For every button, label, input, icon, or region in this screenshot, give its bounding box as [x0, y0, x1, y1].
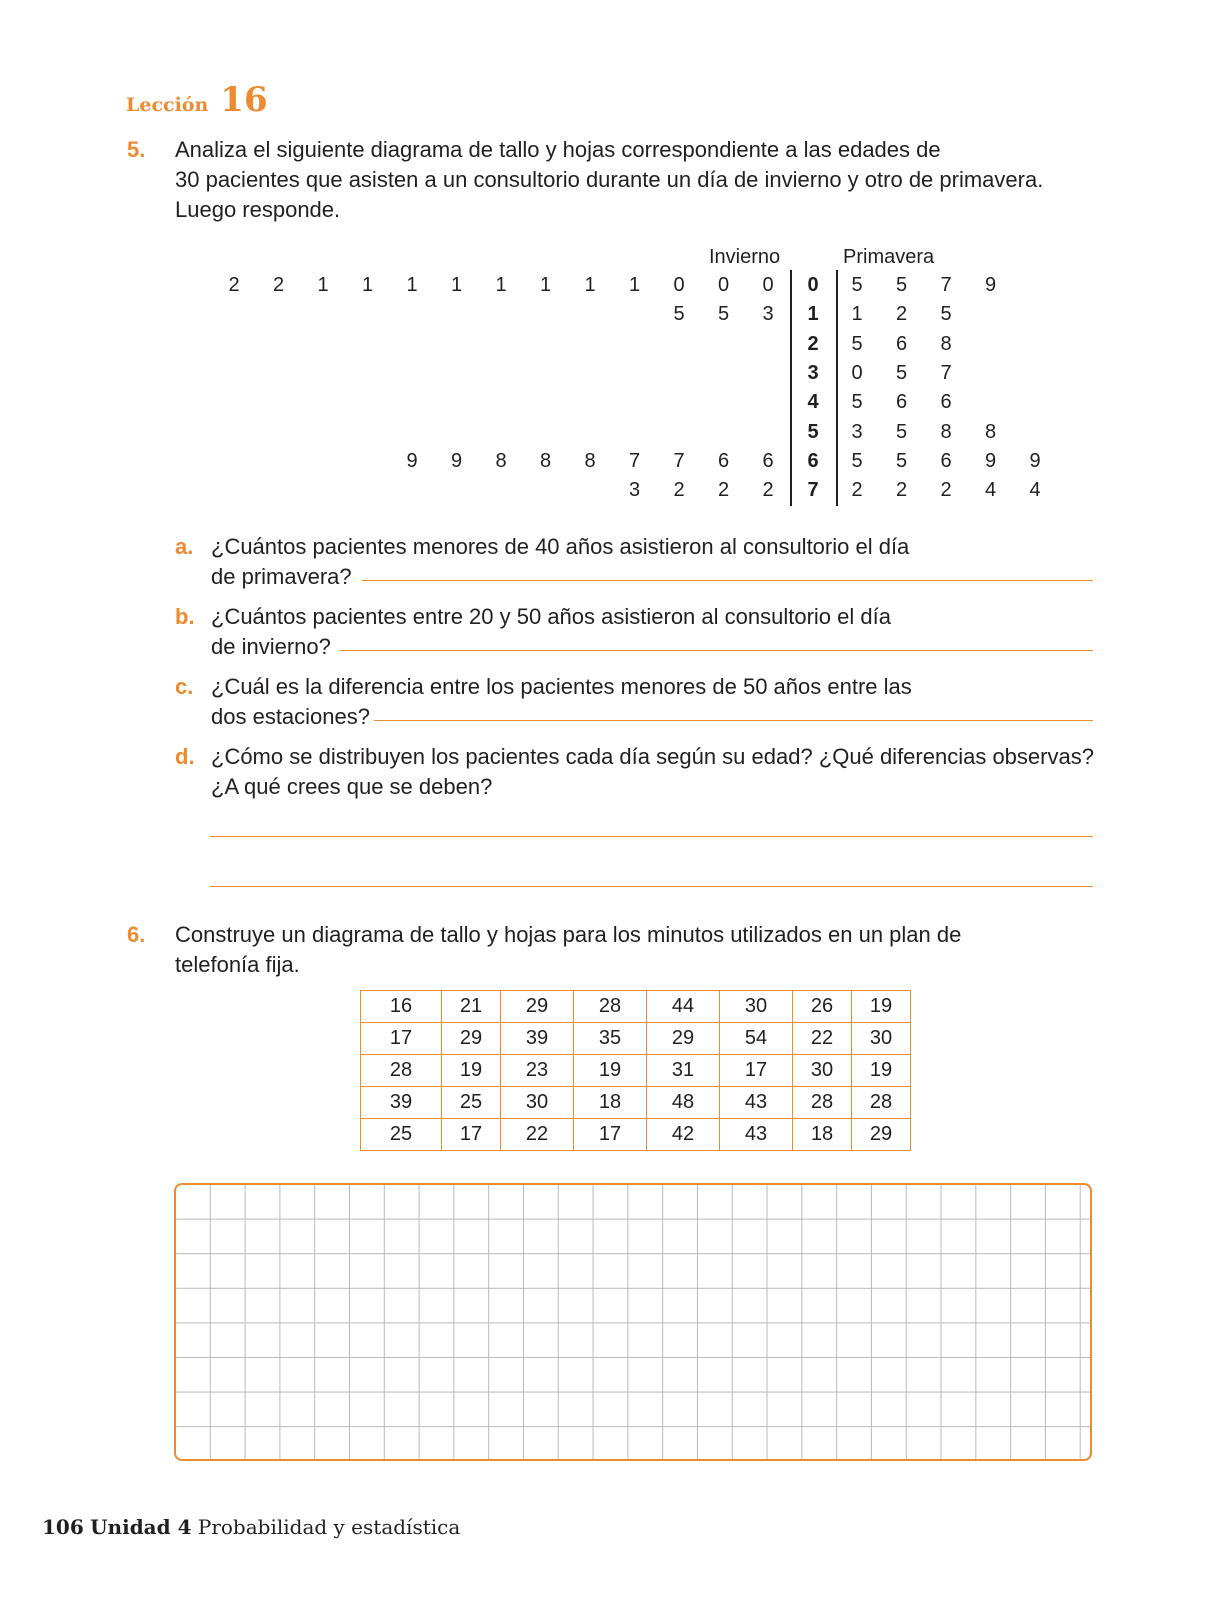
leaf-invierno: 1: [317, 274, 329, 296]
stem-leaf-right-title: Primavera: [843, 246, 935, 268]
table-cell: 17: [361, 1023, 442, 1055]
answer-line-c[interactable]: [374, 720, 1093, 721]
question-text-line: ¿Cuántos pacientes entre 20 y 50 años asistieron al consultorio el día: [211, 604, 891, 629]
question-text-line: Luego responde.: [175, 197, 341, 222]
leaf-invierno: 3: [762, 303, 774, 326]
table-cell: 23: [501, 1055, 574, 1087]
leaf-invierno: 0: [717, 274, 730, 296]
leaf-primavera: 6: [895, 332, 908, 355]
leaf-primavera: 5: [895, 420, 908, 443]
leaf-invierno: 1: [628, 274, 641, 296]
leaf-primavera: 5: [851, 274, 863, 296]
question-text-line: Analiza el siguiente diagrama de tallo y hojas correspondiente a las edades de: [175, 137, 941, 162]
leaf-primavera: 2: [895, 303, 908, 326]
table-row: [361, 1055, 911, 1087]
answer-line-d2[interactable]: [210, 886, 1093, 887]
table-row: [361, 991, 911, 1023]
table-cell: 30: [793, 1055, 852, 1087]
leaf-primavera: 5: [895, 274, 908, 296]
leaf-invierno: 2: [228, 274, 240, 296]
minutes-data-table: [360, 990, 911, 1151]
leaf-invierno: 1: [584, 274, 596, 296]
leaf-invierno: 0: [673, 274, 685, 296]
leaf-primavera: 1: [851, 303, 863, 326]
leaf-invierno: 1: [361, 274, 374, 296]
leaf-invierno: 1: [539, 274, 552, 296]
leaf-primavera: 9: [984, 274, 997, 296]
question-letter: d.: [175, 744, 195, 769]
stem-divider-right: [836, 270, 838, 506]
table-cell: 18: [574, 1087, 647, 1119]
stem-value: 1: [807, 303, 819, 326]
lesson-number: 16: [220, 80, 268, 120]
leaf-invierno: 3: [628, 479, 641, 502]
lesson-header: [126, 80, 268, 120]
leaf-invierno: 7: [673, 449, 685, 472]
stem-divider-left: [790, 270, 792, 506]
table-cell: 29: [852, 1119, 911, 1151]
leaf-primavera: 5: [940, 303, 952, 326]
table-cell: 48: [647, 1087, 720, 1119]
leaf-invierno: 6: [717, 449, 730, 472]
stem-value: 4: [807, 391, 819, 414]
leaf-invierno: 7: [628, 449, 641, 472]
stem-leaf-left-title: Invierno: [709, 246, 781, 268]
leaf-primavera: 8: [984, 420, 997, 443]
table-row: [361, 1119, 911, 1151]
table-cell: 39: [361, 1087, 442, 1119]
leaf-invierno: 8: [539, 449, 552, 472]
table-cell: 22: [793, 1023, 852, 1055]
table-cell: 19: [442, 1055, 501, 1087]
leaf-invierno: 1: [495, 274, 507, 296]
question-text-line: telefonía fija.: [175, 952, 300, 977]
leaf-primavera: 6: [940, 449, 952, 472]
table-cell: 30: [501, 1087, 574, 1119]
table-cell: 28: [793, 1087, 852, 1119]
stem-leaf-diagram: [0, 0, 1222, 520]
stem-value: 2: [807, 332, 819, 355]
question-text-line: dos estaciones?: [211, 704, 370, 729]
table-cell: 18: [793, 1119, 852, 1151]
stem-value: 6: [807, 449, 819, 472]
leaf-invierno: 1: [450, 274, 463, 296]
table-cell: 17: [720, 1055, 793, 1087]
leaf-invierno: 2: [762, 479, 774, 502]
table-cell: 26: [793, 991, 852, 1023]
table-cell: 28: [361, 1055, 442, 1087]
question-text-line: de invierno?: [211, 634, 331, 659]
leaf-primavera: 5: [851, 449, 863, 472]
leaf-invierno: 8: [584, 449, 596, 472]
table-cell: 44: [647, 991, 720, 1023]
table-cell: 30: [720, 991, 793, 1023]
stem-value: 3: [807, 361, 819, 384]
leaf-invierno: 2: [717, 479, 730, 502]
table-cell: 30: [852, 1023, 911, 1055]
stem-value: 7: [807, 479, 819, 502]
question-text-line: Construye un diagrama de tallo y hojas para los minutos utilizados en un plan de: [175, 922, 962, 947]
leaf-primavera: 7: [940, 274, 952, 296]
lesson-label: Lección: [126, 94, 209, 116]
leaf-invierno: 9: [406, 449, 418, 472]
leaf-primavera: 2: [940, 479, 952, 502]
leaf-primavera: 4: [1029, 479, 1041, 502]
leaf-primavera: 9: [984, 449, 997, 472]
leaf-invierno: 0: [762, 274, 774, 296]
leaf-primavera: 5: [895, 449, 908, 472]
leaf-invierno: 8: [495, 449, 507, 472]
question-5d: [175, 742, 1095, 802]
leaf-primavera: 0: [851, 361, 863, 384]
table-cell: 39: [501, 1023, 574, 1055]
question-5b: [175, 602, 1095, 662]
question-letter: b.: [175, 604, 195, 629]
table-cell: 35: [574, 1023, 647, 1055]
question-5c: [175, 672, 1095, 732]
leaf-invierno: 2: [272, 274, 285, 296]
table-cell: 17: [442, 1119, 501, 1151]
answer-line-a[interactable]: [362, 580, 1093, 581]
leaf-invierno: 5: [673, 303, 685, 326]
stem-value: 5: [807, 420, 819, 443]
leaf-primavera: 5: [895, 361, 908, 384]
table-cell: 19: [574, 1055, 647, 1087]
table-cell: 43: [720, 1119, 793, 1151]
question-text-line: ¿Cuántos pacientes menores de 40 años asistieron al consultorio el día: [211, 534, 910, 559]
question-number: 6.: [127, 922, 146, 947]
table-cell: 25: [361, 1119, 442, 1151]
table-cell: 28: [852, 1087, 911, 1119]
answer-line-b[interactable]: [340, 650, 1093, 651]
question-text-line: ¿A qué crees que se deben?: [211, 774, 493, 799]
leaf-primavera: 5: [851, 391, 863, 414]
leaf-primavera: 5: [851, 332, 863, 355]
leaf-primavera: 6: [940, 391, 952, 414]
table-cell: 42: [647, 1119, 720, 1151]
leaf-invierno: 6: [762, 449, 774, 472]
question-number: 5.: [127, 137, 146, 162]
leaf-primavera: 9: [1029, 449, 1041, 472]
topic-label: Probabilidad y estadística: [197, 1515, 461, 1539]
table-cell: 29: [501, 991, 574, 1023]
table-cell: 22: [501, 1119, 574, 1151]
table-cell: 21: [442, 991, 501, 1023]
leaf-primavera: 8: [940, 332, 952, 355]
unit-label: Unidad 4: [90, 1515, 192, 1539]
table-cell: 43: [720, 1087, 793, 1119]
leaf-primavera: 4: [984, 479, 997, 502]
question-text-line: 30 pacientes que asisten a un consultorio durante un día de invierno y otro de primavera.: [175, 167, 1044, 192]
table-cell: 31: [647, 1055, 720, 1087]
leaf-invierno: 9: [450, 449, 463, 472]
table-cell: 16: [361, 991, 442, 1023]
grid-workspace[interactable]: [174, 1183, 1092, 1461]
table-row: [361, 1087, 911, 1119]
leaf-invierno: 1: [406, 274, 418, 296]
stem-value: 0: [807, 274, 819, 296]
leaf-primavera: 2: [895, 479, 908, 502]
leaf-primavera: 3: [851, 420, 863, 443]
table-cell: 17: [574, 1119, 647, 1151]
table-cell: 29: [442, 1023, 501, 1055]
question-text-line: ¿Cómo se distribuyen los pacientes cada día según su edad? ¿Qué diferencias observas?: [211, 744, 1094, 769]
leaf-primavera: 6: [895, 391, 908, 414]
leaf-invierno: 5: [717, 303, 730, 326]
table-cell: 29: [647, 1023, 720, 1055]
table-cell: 19: [852, 991, 911, 1023]
table-cell: 28: [574, 991, 647, 1023]
leaf-primavera: 8: [940, 420, 952, 443]
answer-line-d1[interactable]: [210, 836, 1093, 837]
page-number: 106: [42, 1515, 84, 1539]
table-cell: 19: [852, 1055, 911, 1087]
question-5a: [175, 532, 1095, 592]
question-letter: c.: [175, 674, 194, 699]
page-footer: [42, 1515, 460, 1539]
leaf-primavera: 7: [940, 361, 952, 384]
leaf-primavera: 2: [851, 479, 863, 502]
question-5: [127, 135, 1127, 225]
question-6: [127, 920, 1127, 980]
question-letter: a.: [175, 534, 194, 559]
question-text-line: de primavera?: [211, 564, 352, 589]
table-row: [361, 1023, 911, 1055]
table-cell: 25: [442, 1087, 501, 1119]
question-text-line: ¿Cuál es la diferencia entre los pacientes menores de 50 años entre las: [211, 674, 912, 699]
leaf-invierno: 2: [673, 479, 685, 502]
table-cell: 54: [720, 1023, 793, 1055]
